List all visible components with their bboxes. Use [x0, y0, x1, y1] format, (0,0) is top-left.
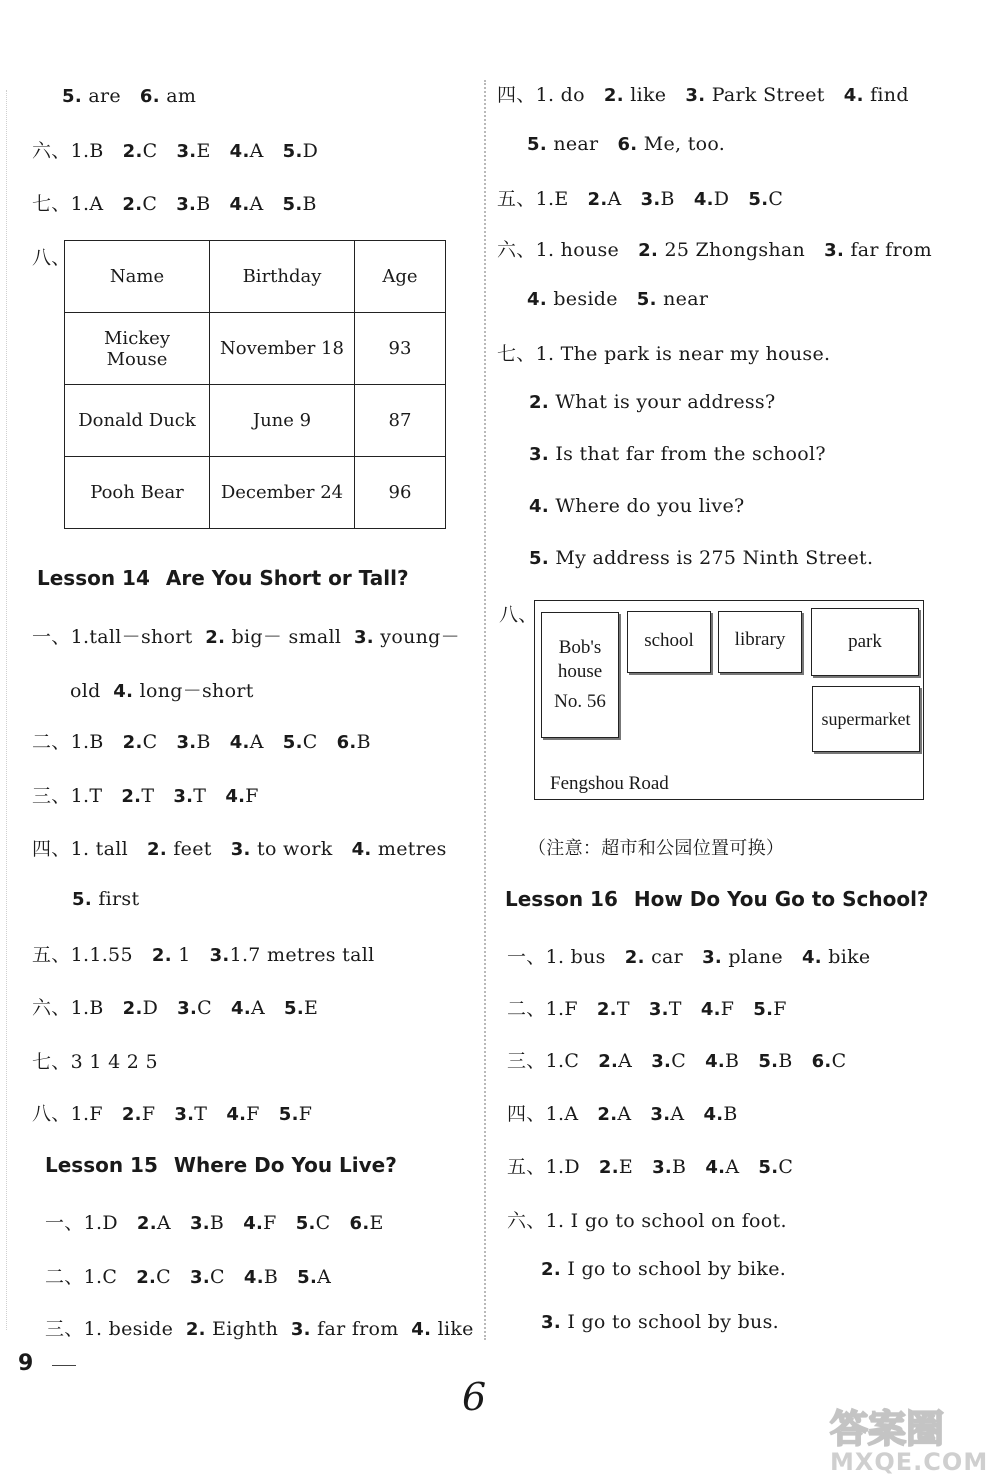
- answer-line: 一、1.D 2.A 3.B 4.F 5.C 6.E: [45, 1212, 384, 1234]
- table-header: Age: [355, 241, 446, 313]
- answer-line: 八、1.F 2.F 3.T 4.F 5.F: [32, 1103, 313, 1125]
- watermark-top-text: 答案圈: [830, 1407, 945, 1451]
- watermark-bottom-text: MXQE.COM: [830, 1448, 989, 1474]
- answer-line: 5. are 6. am: [62, 85, 197, 107]
- answer-line: 五、1.D 2.E 3.B 4.A 5.C: [507, 1156, 794, 1178]
- note-text: （注意：超市和公园位置可换）: [528, 838, 785, 859]
- answer-line: 二、1.B 2.C 3.B 4.A 5.C 6.B: [32, 731, 371, 753]
- answer-line: 六、1. house 2. 25 Zhongshan 3. far from: [497, 239, 932, 261]
- section-label: 八、: [32, 247, 71, 269]
- answer-line: 二、1.F 2.T 3.T 4.F 5.F: [507, 998, 787, 1020]
- answer-line: 3. I go to school by bus.: [541, 1311, 779, 1333]
- table-cell: November 18: [210, 313, 355, 385]
- map-library: library: [718, 611, 802, 673]
- map-park: park: [811, 608, 919, 676]
- answer-line: 4. Where do you live?: [529, 495, 745, 517]
- table-cell: Mickey Mouse: [65, 313, 210, 385]
- map-school: school: [627, 611, 711, 673]
- map-supermarket: supermarket: [812, 686, 920, 752]
- table-cell: June 9: [210, 385, 355, 457]
- answer-line: 五、1.E 2.A 3.B 4.D 5.C: [497, 188, 784, 210]
- map-road-label: Fengshou Road: [550, 773, 669, 794]
- answer-line: 五、1.1.55 2. 1 3.1.7 metres tall: [32, 944, 375, 966]
- answer-line: 四、1.A 2.A 3.A 4.B: [507, 1103, 738, 1125]
- lesson-16-heading: Lesson 16 How Do You Go to School?: [505, 887, 929, 911]
- map-bobs-house: [541, 612, 619, 738]
- answer-line: 二、1.C 2.C 3.C 4.B 5.A: [45, 1266, 332, 1288]
- answer-line: 三、1. beside 2. Eighth 3. far from 4. like: [45, 1318, 474, 1340]
- answer-line: 三、1.T 2.T 3.T 4.F: [32, 785, 259, 807]
- table-cell: 93: [355, 313, 446, 385]
- answer-line: 2. What is your address?: [529, 391, 776, 413]
- table-cell: 96: [355, 457, 446, 529]
- answer-line: 七、1. The park is near my house.: [497, 343, 831, 365]
- answer-line: 六、1.B 2.C 3.E 4.A 5.D: [32, 140, 319, 162]
- table-header: Birthday: [210, 241, 355, 313]
- table-header: Name: [65, 241, 210, 313]
- answer-line: 5. My address is 275 Ninth Street.: [529, 547, 874, 569]
- table-cell: December 24: [210, 457, 355, 529]
- answer-line: 一、1. bus 2. car 3. plane 4. bike: [507, 946, 871, 968]
- map-house-line: Bob's: [558, 637, 602, 658]
- lesson-14-heading: Lesson 14 Are You Short or Tall?: [37, 566, 409, 590]
- answer-line: old 4. long－short: [70, 680, 254, 702]
- answer-line: 六、1. I go to school on foot.: [507, 1210, 787, 1232]
- table-cell: 87: [355, 385, 446, 457]
- table-row: [65, 313, 446, 385]
- table-row: [65, 457, 446, 529]
- section-label: 八、: [499, 604, 538, 626]
- answer-line: 5. first: [72, 888, 140, 910]
- margin-dotted-line: [6, 90, 7, 1330]
- answer-line: 3. Is that far from the school?: [529, 443, 826, 465]
- answer-line: 四、1. do 2. like 3. Park Street 4. find: [497, 84, 909, 106]
- answer-line: 七、1.A 2.C 3.B 4.A 5.B: [32, 193, 317, 215]
- table-row: [65, 385, 446, 457]
- answer-line: 三、1.C 2.A 3.C 4.B 5.B 6.C: [507, 1050, 847, 1072]
- table-header-row: [65, 241, 446, 313]
- answer-line: 七、3 1 4 2 5: [32, 1051, 158, 1073]
- page-number: 9: [18, 1351, 34, 1376]
- table-cell: Donald Duck: [65, 385, 210, 457]
- birthday-table: [64, 240, 446, 529]
- lesson-15-heading: Lesson 15 Where Do You Live?: [45, 1153, 397, 1177]
- answer-line: 四、1. tall 2. feet 3. to work 4. metres: [32, 838, 447, 860]
- table-cell: Pooh Bear: [65, 457, 210, 529]
- watermark-logo: [826, 1400, 992, 1474]
- answer-line: 5. near 6. Me, too.: [527, 133, 726, 155]
- answer-line: 2. I go to school by bike.: [541, 1258, 787, 1280]
- page-number-dash: [52, 1365, 76, 1366]
- answer-line: 4. beside 5. near: [527, 288, 709, 310]
- answer-line: 一、1.tall－short 2. big－ small 3. young－: [32, 626, 460, 648]
- answer-line: 六、1.B 2.D 3.C 4.A 5.E: [32, 997, 319, 1019]
- handwritten-mark: 6: [462, 1375, 487, 1419]
- map-house-line: No. 56: [554, 691, 606, 712]
- column-divider: [484, 80, 486, 1340]
- map-house-line: house: [557, 661, 603, 682]
